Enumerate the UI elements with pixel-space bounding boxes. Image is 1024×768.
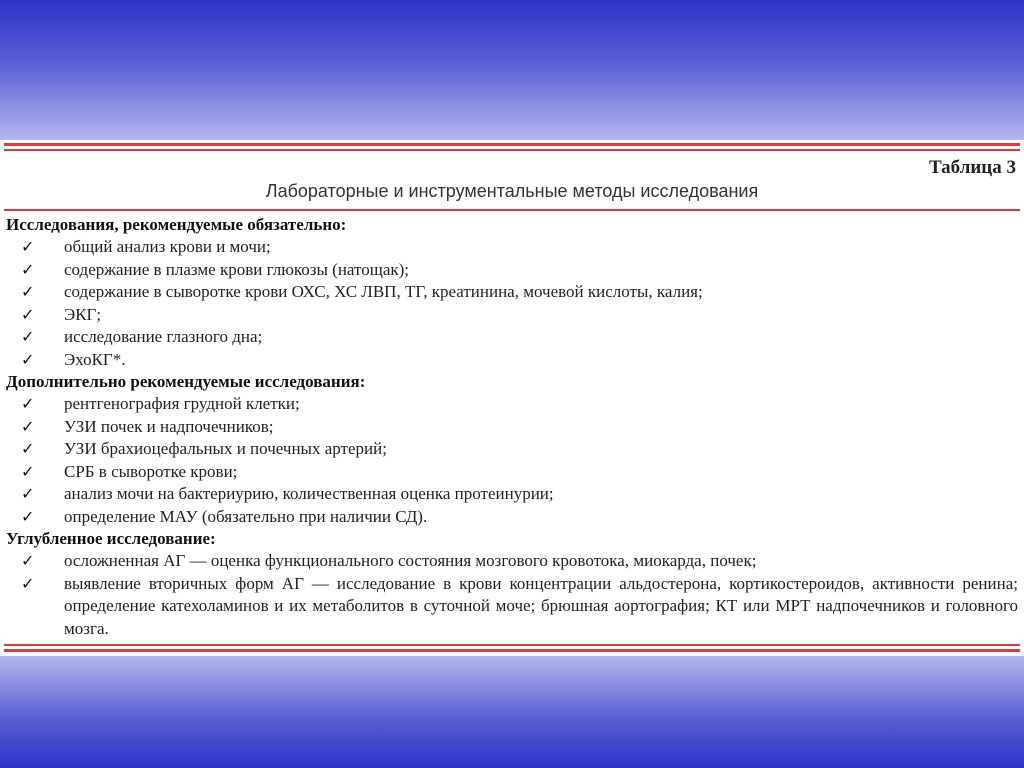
check-icon: ✓ xyxy=(21,259,35,279)
bottom-rule-thin xyxy=(4,644,1020,646)
background-top-gradient xyxy=(0,0,1024,140)
check-icon: ✓ xyxy=(21,416,35,436)
check-icon: ✓ xyxy=(21,506,35,526)
list-item xyxy=(6,483,1018,506)
section-heading-required: Исследования, рекомендуемые обязательно: xyxy=(6,215,347,234)
list-item xyxy=(6,438,1018,461)
list-item-text: УЗИ брахиоцефальных и почечных артерий; xyxy=(64,439,387,458)
background-bottom-gradient xyxy=(0,656,1024,768)
check-icon: ✓ xyxy=(21,394,35,413)
list-item-text: анализ мочи на бактериурию, количественная оценка протеинурии; xyxy=(64,484,554,503)
table-number-label: Таблица 3 xyxy=(928,157,1016,178)
list-item-text: исследование глазного дна; xyxy=(64,327,263,346)
list-item xyxy=(6,550,1018,573)
list-item xyxy=(6,349,1018,372)
check-icon: ✓ xyxy=(21,282,35,301)
list-item xyxy=(6,416,1018,439)
list-item-text: содержание в сыворотке крови ОХС, ХС ЛВП, ТГ, креатинина, мочевой кислоты, калия; xyxy=(64,282,703,301)
list-item xyxy=(6,393,1018,416)
list-item xyxy=(6,506,1018,529)
table-panel xyxy=(0,140,1024,656)
check-icon: ✓ xyxy=(21,439,35,458)
check-icon: ✓ xyxy=(21,237,35,256)
title-rule xyxy=(4,209,1020,211)
list-item-text: общий анализ крови и мочи; xyxy=(64,237,271,256)
check-icon: ✓ xyxy=(21,461,35,481)
check-icon: ✓ xyxy=(21,327,35,346)
list-item-text: определение МАУ (обязательно при наличии СД). xyxy=(64,506,428,526)
section-heading-additional: Дополнительно рекомендуемые исследования: xyxy=(6,372,366,391)
list-item-text: осложненная АГ — оценка функционального состояния мозгового кровотока, миокарда, почек; xyxy=(64,551,757,570)
list-item-text: содержание в плазме крови глюкозы (натощак); xyxy=(64,259,410,279)
list-item-text: УЗИ почек и надпочечников; xyxy=(64,416,274,436)
table-content xyxy=(6,214,1018,640)
list-item xyxy=(6,304,1018,327)
list-item-text: рентгенография грудной клетки; xyxy=(64,394,300,413)
list-item-text: выявление вторичных форм АГ — исследование в крови концентрации альдостерона, кортикостероидов, активности ренина; определение катехоламинов и их метаболитов в суточной моче; брюшная аортография; КТ или МРТ надпочечников и головного мозга. xyxy=(64,573,1018,638)
check-icon: ✓ xyxy=(21,304,35,324)
top-rule-thick xyxy=(4,143,1020,146)
list-item xyxy=(6,281,1018,304)
section-heading-in-depth: Углубленное исследование: xyxy=(6,529,216,548)
bottom-rule-thick xyxy=(4,649,1020,652)
list-item-text: ЭКГ; xyxy=(64,304,102,324)
check-icon: ✓ xyxy=(21,349,35,369)
list-item xyxy=(6,236,1018,259)
check-icon: ✓ xyxy=(21,484,35,503)
list-item-text: СРБ в сыворотке крови; xyxy=(64,461,238,481)
list-item xyxy=(6,573,1018,641)
list-item xyxy=(6,259,1018,282)
table-title: Лабораторные и инструментальные методы исследования xyxy=(265,181,759,201)
list-item-text: ЭхоКГ*. xyxy=(64,349,126,369)
list-item xyxy=(6,461,1018,484)
list-item xyxy=(6,326,1018,349)
check-icon: ✓ xyxy=(21,573,35,593)
top-rule-thin xyxy=(4,149,1020,151)
check-icon: ✓ xyxy=(21,551,35,570)
